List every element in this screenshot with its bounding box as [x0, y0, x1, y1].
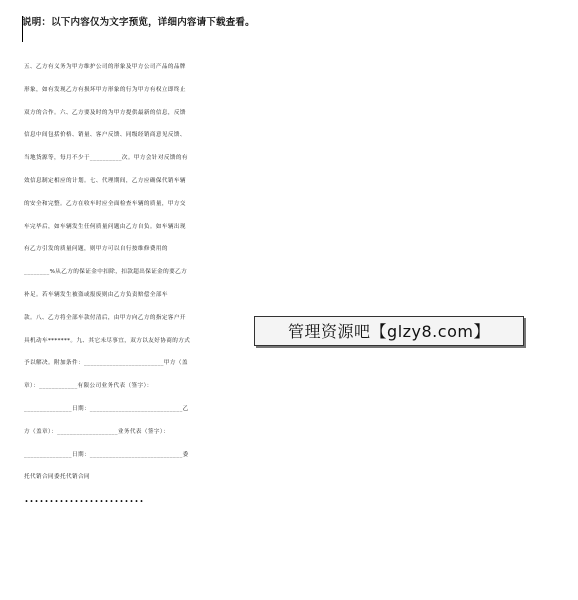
- document-line: 当地货源等，每月不少于__________次。甲方会针对反馈的有: [24, 155, 188, 162]
- document-line: 有乙方引发的质量问题，则甲方可以自行按维修费用的: [24, 246, 168, 253]
- document-line: 信息中间包括价格、销量、客户反馈、同级经销商意见反馈、: [24, 132, 186, 139]
- document-line: 双方的合作。六、乙方要及时的为甲方提供最新的信息，反馈: [24, 109, 186, 116]
- document-line: 款。八、乙方将全部车款付清后，由甲方向乙方的指定客户开: [24, 314, 186, 321]
- site-watermark: 管理资源吧【glzy8.com】: [254, 316, 524, 346]
- document-line: _______________日期：_____________________________委: [24, 451, 189, 458]
- document-line: 予以解决。附加条件：_________________________甲方（盖: [24, 360, 188, 367]
- document-line: 章）：____________有限公司业务代表（签字）：: [24, 383, 153, 390]
- preview-notice: 说明：以下内容仅为文字预览，详细内容请下载查看。: [22, 17, 255, 28]
- document-line: 方（盖章）：___________________业务代表（签字）：: [24, 428, 170, 435]
- document-line: 形象，如有发现乙方有损坏甲方形象的行为甲方有权立即终止: [24, 86, 186, 93]
- document-line: _______________日期：_____________________________乙: [24, 405, 189, 412]
- document-body: [24, 56, 564, 507]
- document-line: 托代销合同委托代销合同: [24, 474, 90, 481]
- document-line: 的安全和完整。乙方在收车时应全面检查车辆的质量，甲方交: [24, 200, 186, 207]
- document-line: 具机动车*******。九、其它未尽事宜，双方以友好协商的方式: [24, 337, 191, 344]
- document-line: ________%从乙方的保证金中扣除，扣款超出保证金的要乙方: [24, 269, 188, 276]
- document-line: 五、乙方有义务为甲方维护公司的形象及甲方公司产品的品牌: [24, 64, 186, 70]
- document-line: 车完毕后，如车辆发生任何质量问题由乙方自负。如车辆出现: [24, 223, 186, 230]
- document-line: 补足。若车辆发生被盗或报废则由乙方负责赔偿全部车: [24, 291, 168, 298]
- ellipsis: ……………………: [24, 488, 144, 507]
- document-line: 效信息制定相应的计划。七、代理期间，乙方应确保代销车辆: [24, 177, 186, 184]
